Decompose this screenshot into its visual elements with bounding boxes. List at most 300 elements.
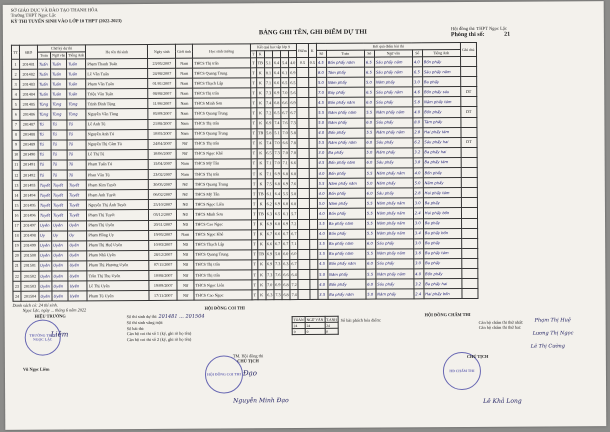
cell-m	[309, 179, 317, 189]
cell-toan_n: 4.0	[317, 229, 327, 239]
cell-s4: 7.4	[273, 118, 281, 128]
cell-s2: TB	[257, 209, 265, 219]
cell-nv_w: Năm phẩy năm	[375, 198, 413, 208]
cell-note	[462, 268, 478, 278]
cell-toan_w: Ba phẩy	[327, 148, 365, 158]
cell-ta_w: Hai phẩy bốn	[423, 208, 461, 218]
cell-m	[310, 279, 318, 289]
cell-tt: 19	[13, 241, 21, 251]
cell-s1: T	[251, 68, 257, 78]
cell-s1: T	[251, 98, 257, 108]
cell-m	[309, 128, 317, 138]
cell-s3: 7.2	[265, 108, 273, 118]
cell-nv_n: 6.0	[366, 279, 376, 289]
cell-s2: K	[256, 88, 264, 98]
cell-nv_n: 6.0	[365, 188, 375, 198]
cell-sbd: 201491	[20, 160, 38, 170]
cell-sa: Uyên	[39, 281, 52, 291]
cell-t: 6.7	[289, 108, 297, 118]
cell-sb: Tú	[51, 160, 67, 170]
cell-gender: Nữ	[177, 260, 194, 270]
cell-toan_w: Bốn phẩy năm	[327, 158, 365, 168]
principal-name: Vũ Ngọc Liêm	[22, 366, 50, 372]
cell-m	[310, 269, 318, 279]
cell-nv_w: Sáu phẩy	[375, 188, 413, 198]
cell-s5: 6.0	[281, 199, 289, 209]
cell-s1: T	[251, 159, 257, 169]
cell-s5: 6.8	[282, 290, 290, 300]
cell-name: Phạm Thanh Tuấn	[86, 58, 148, 68]
cell-toan_n: 3.5	[317, 219, 327, 229]
col-sbd: SBD	[19, 45, 37, 59]
cell-sc: Uyên	[68, 271, 87, 281]
cell-toan_n: 4.5	[316, 57, 326, 67]
cell-t: 5.8	[289, 128, 297, 138]
cell-s5: 6.1	[281, 68, 289, 78]
cell-note	[462, 248, 478, 258]
cell-toan_w: Bốn phẩy	[327, 128, 365, 138]
header-right	[451, 26, 510, 38]
cell-nv_n: 5.5	[365, 128, 375, 138]
cell-sb: Tú	[51, 130, 67, 140]
cell-m	[309, 158, 317, 168]
cell-sb: Tuấn	[51, 79, 67, 89]
cell-ta_n: 4.0	[412, 57, 422, 67]
cell-sc: Tú	[67, 140, 86, 150]
cell-sc: Uyên	[68, 241, 87, 251]
col-toan-num: Số	[316, 50, 326, 57]
cell-nv_n: 5.0	[365, 178, 375, 188]
table-row	[13, 289, 478, 302]
proctor1-label: Cán bộ coi thi số 1 (ký, ghi rõ họ tên)	[126, 330, 192, 337]
cell-sb: Tú	[51, 170, 67, 180]
cell-tt: 14	[12, 190, 20, 200]
cell-sa: Tuấn	[38, 59, 51, 69]
cell-s5: 7.0	[281, 88, 289, 98]
cell-ta_w: Ba phẩy hai	[423, 147, 461, 157]
cell-dob: 07/11/2007	[149, 260, 177, 270]
cell-nv_n: 5.5	[366, 249, 376, 259]
cell-s3: 6.6	[265, 239, 273, 249]
cell-s3: 6.5	[265, 149, 273, 159]
cell-nv_w: Năm phẩy	[374, 77, 412, 87]
cell-d	[298, 269, 309, 279]
cell-d	[297, 169, 308, 179]
cell-m	[309, 118, 317, 128]
cell-sa: Uyên	[39, 261, 52, 271]
cell-s4: 5.1	[273, 128, 281, 138]
cell-gender: Nam	[176, 109, 193, 119]
cell-toan_w: Tám phẩy	[326, 67, 364, 77]
cell-s5: 6.7	[282, 229, 290, 239]
cell-sa: Tuyết	[38, 180, 51, 190]
cell-s1: T	[252, 280, 258, 290]
cell-sb: Tú	[51, 150, 67, 160]
cell-school: THCS Thị trấn	[193, 169, 251, 179]
cell-dob: 21/08/2007	[148, 119, 176, 129]
cell-m	[309, 138, 317, 148]
cell-s1: T	[252, 260, 258, 270]
cell-sc: Tùng	[67, 99, 86, 109]
col-dob: Ngày sinh	[148, 44, 176, 58]
cell-ta_w: Bốn phẩy	[423, 107, 461, 117]
cell-school: THCS Thạch Lập	[194, 240, 252, 250]
cell-sbd: 201482	[20, 69, 38, 79]
cell-toan_n: 5.0	[317, 118, 327, 128]
cell-name: Nguyễn Thị Cẩm Tú	[86, 139, 148, 149]
cell-sb: Uyên	[52, 271, 68, 281]
header-left	[11, 7, 122, 24]
cell-s2: K	[257, 149, 265, 159]
cell-sbd: 201489	[20, 140, 38, 150]
cell-nv_n: 5.0	[364, 77, 374, 87]
cell-name: Phạm Kim Tuyết	[87, 180, 149, 190]
cell-school: THCS Thị trấn	[194, 260, 252, 270]
cell-nv_w: Sáu phẩy	[375, 239, 413, 249]
cell-m	[309, 148, 317, 158]
cell-toan_w: Ba phẩy năm	[327, 219, 365, 229]
cell-name: Phạm Tuấn Tú	[86, 159, 148, 169]
cell-s5: 7.0	[281, 128, 289, 138]
cell-gender: Nữ	[176, 149, 193, 159]
chair-sub: CHỦ TỊCH	[237, 358, 259, 364]
cell-name: Phạm Thị Uyên	[87, 220, 149, 230]
board-stamp: HỘI ĐỒNG COI THI	[205, 355, 243, 393]
cell-t: 7.1	[290, 239, 298, 249]
cell-toan_w: Bốn phẩy năm	[327, 98, 365, 108]
cell-name: Phạm Hồng Uy	[87, 230, 149, 240]
cell-dob: 10/06/2007	[148, 149, 176, 159]
cell-s5: 6.3	[282, 259, 290, 269]
cell-t: 7.2	[290, 219, 298, 229]
col-k: K	[308, 43, 316, 57]
cell-s2: K	[257, 179, 265, 189]
cell-d	[298, 239, 309, 249]
cell-dob: 10/03/2007	[149, 240, 177, 250]
cell-nv_w: Năm phẩy năm	[375, 228, 413, 238]
cell-s1: T	[252, 250, 258, 260]
cell-nv_w: Năm phẩy	[375, 148, 413, 158]
cell-name: Lê Anh Tú	[86, 119, 148, 129]
score-table	[11, 42, 478, 302]
col-school: Học sinh trường	[192, 44, 250, 58]
cell-s3: 6.9	[265, 219, 273, 229]
cell-tt: 17	[13, 221, 21, 231]
cell-tt: 13	[12, 180, 20, 190]
cell-t: 5.7	[290, 209, 298, 219]
cell-s4: 6.4	[273, 189, 281, 199]
cell-s5: 6.6	[282, 270, 290, 280]
cell-gender: Nữ	[177, 189, 194, 199]
cell-sc: Tú	[67, 129, 86, 139]
cell-tt: 11	[12, 160, 20, 170]
cell-m	[309, 259, 317, 269]
cell-nv_n: 6.5	[364, 67, 374, 77]
cell-nv_n: 5.5	[365, 108, 375, 118]
col-eval-k: K	[256, 51, 264, 58]
cell-sb: Uy	[52, 231, 68, 241]
cell-toan_n: 4.0	[317, 128, 327, 138]
cell-s2: TB	[256, 128, 264, 138]
cell-name: Nguyễn Văn Tùng	[86, 109, 148, 119]
cell-nv_w: Sáu phẩy	[376, 279, 414, 289]
cell-toan_n: 8.0	[316, 67, 326, 77]
cell-tt: 7	[12, 120, 20, 130]
cell-sa: Tuyết	[38, 200, 51, 210]
cell-gender: Nam	[176, 78, 193, 88]
exam-name: KỲ THI TUYỂN SINH VÀO LỚP 10 THPT (2022-2023)	[10, 17, 122, 24]
cell-dob: 23/05/2007	[148, 58, 176, 68]
grader-signature-2: Lương Thị Ngọc	[532, 330, 574, 337]
cell-sc: Tùng	[67, 109, 86, 119]
cell-t: 5.6	[289, 88, 297, 98]
cell-ta_w: Năm phẩy	[423, 178, 461, 188]
cell-s2: K	[257, 270, 265, 280]
count-text: Danh sách có: 24 thí sinh.	[12, 302, 58, 308]
cell-s3: 7.4	[265, 138, 273, 148]
cell-note	[461, 198, 477, 208]
cell-gender: Nam	[176, 68, 193, 78]
cell-s2: K	[257, 199, 265, 209]
cell-s4: 6.5	[273, 108, 281, 118]
cell-sa: Tú	[38, 130, 51, 140]
cell-sc: Tuyết	[68, 210, 87, 220]
cell-tt: 22	[13, 271, 21, 281]
cell-sbd: 201483	[20, 79, 38, 89]
cell-sc: Tú	[67, 119, 86, 129]
cell-toan_n: 5.0	[318, 269, 328, 279]
cell-sa: Uyên	[39, 251, 52, 261]
cell-toan_w: Bốn phẩy năm	[326, 57, 364, 67]
cell-t: 6.0	[290, 249, 298, 259]
cell-nv_n: 5.5	[365, 208, 375, 218]
cell-nv_w: Năm phẩy năm	[376, 269, 414, 279]
cell-s4: 7.3	[274, 260, 282, 270]
cell-toan_w: Bốn phẩy	[327, 229, 365, 239]
cell-ta_w: Ba phẩy	[423, 198, 461, 208]
cell-s1: T	[252, 270, 258, 280]
exam-sheet	[3, 1, 607, 430]
cell-sb: Uyên	[52, 291, 68, 301]
col-name: Họ tên thí sinh	[86, 44, 148, 58]
cell-ta_n: 5.8	[413, 97, 423, 107]
cell-nv_n: 5.5	[365, 198, 375, 208]
cell-school: THCS Quang Trung	[193, 128, 251, 138]
cell-s5: 6.9	[282, 219, 290, 229]
cell-s2: K	[257, 138, 265, 148]
cell-name: Lê Thị Uyên	[87, 281, 149, 291]
cell-tt: 12	[12, 170, 20, 180]
col-sign-nv: Ngữ văn	[52, 53, 66, 58]
cell-school: THCS Thị trấn	[193, 88, 251, 98]
col-gender: Giới tính	[176, 44, 193, 58]
cell-gender: Nữ	[177, 199, 194, 209]
cell-d	[298, 219, 309, 229]
cell-sa: Tuyết	[38, 210, 51, 220]
school-name: Trường THPT Ngọc Lặc	[10, 12, 57, 19]
cell-ta_n: 3.2	[413, 148, 423, 158]
cell-note	[461, 238, 477, 248]
chair-signature: Đạo	[242, 369, 258, 378]
cell-school: THCS Ngọc Liên	[193, 199, 251, 209]
cell-s3: 6.9	[266, 260, 274, 270]
col-sign-ta: Tiếng Anh	[68, 53, 85, 58]
cell-note	[461, 188, 477, 198]
cell-t: 4.0	[289, 58, 297, 68]
cell-ta_n: 3.8	[413, 158, 423, 168]
cell-toan_w: Năm phẩy	[328, 269, 366, 279]
cell-sbd: 201494	[20, 190, 38, 200]
cell-s4: 6.6	[273, 229, 281, 239]
cell-sc: Tuyết	[68, 180, 87, 190]
cell-nv_w: Năm phẩy năm	[375, 127, 413, 137]
cell-school: THCS Quang Trung	[193, 179, 251, 189]
cell-nv_w: Sáu phẩy năm	[374, 57, 412, 67]
cell-gender: Nam	[177, 230, 194, 240]
footer-left	[13, 302, 87, 319]
cell-dob: 17/11/2007	[149, 290, 177, 300]
cell-toan_n: 5.0	[316, 78, 326, 88]
cell-note	[461, 178, 477, 188]
cell-sc: Tú	[67, 160, 86, 170]
cell-s2: K	[256, 98, 264, 108]
proctor2-label: Cán bộ coi thi số 2 (ký, ghi rõ họ tên)	[126, 336, 192, 342]
cell-sc: Uyên	[68, 281, 87, 291]
cell-s3: 7.0	[266, 280, 274, 290]
cell-d: 0.5	[297, 57, 308, 67]
cell-sbd: 201485	[20, 100, 38, 110]
exam-site: Hội đồng thi: THPT Ngọc Lặc	[450, 25, 507, 32]
cell-toan_w: Ba phẩy năm	[328, 289, 366, 299]
exam-board-info	[127, 314, 205, 343]
cell-t: 5.8	[289, 189, 297, 199]
cell-t: 7.4	[290, 290, 298, 300]
cell-nv_n: 5.0	[365, 148, 375, 158]
cell-m	[309, 108, 317, 118]
cell-school: THCS Ngọc Khê	[194, 229, 252, 239]
cell-ta_n: 2.4	[414, 289, 424, 299]
cell-toan_n: 5.0	[317, 199, 327, 209]
cell-school: THCS Quang Trung	[193, 108, 251, 118]
cell-d	[298, 259, 309, 269]
col-score-group: Kết quả điểm bài thi	[316, 43, 460, 51]
cell-s5: 5.4	[281, 58, 289, 68]
principal-title: HIỆU TRƯỞNG	[34, 313, 66, 319]
cell-ta_n: 3.2	[414, 279, 424, 289]
cell-s5: 6.5	[281, 78, 289, 88]
cell-ta_w: Năm phẩy tám	[423, 97, 461, 107]
cell-s2: K	[257, 219, 265, 229]
cell-s4: 7.0	[273, 138, 281, 148]
cell-sbd: 201502	[21, 271, 39, 281]
cell-s2: K	[257, 169, 265, 179]
cell-t: 6.8	[290, 199, 298, 209]
cell-d	[297, 148, 308, 158]
cell-school: THCS Thị trấn	[193, 118, 251, 128]
cell-s2: K	[257, 280, 265, 290]
cell-sc: Tuấn	[67, 89, 86, 99]
cell-sbd: 201487	[20, 120, 38, 130]
cell-s3: 7.3	[266, 270, 274, 280]
col-eval-6	[289, 51, 297, 58]
cell-s2: K	[256, 108, 264, 118]
cell-nv_w: Năm phẩy năm	[376, 249, 414, 259]
cell-gender: Nam	[176, 58, 193, 68]
cell-ta_n: 3.0	[412, 77, 422, 87]
cell-nv_n: 6.0	[365, 97, 375, 107]
col-tt: TT	[11, 45, 19, 59]
cell-nv_n: 5.5	[366, 269, 376, 279]
cell-ta_n: 4.0	[414, 269, 424, 279]
cell-s1: T	[251, 128, 257, 138]
cell-sbd: 201484	[20, 89, 38, 99]
cell-sb: Tuyết	[52, 200, 68, 210]
cell-s5: 7.1	[281, 159, 289, 169]
cell-t: 7.8	[289, 138, 297, 148]
cell-ta_n: 2.8	[413, 127, 423, 137]
cell-t: 6.4	[290, 270, 298, 280]
cell-name: Nguyễn Anh Tú	[86, 129, 148, 139]
cell-ta_n: 6.5	[412, 67, 422, 77]
cell-ta_n: 4.0	[413, 168, 423, 178]
cell-sc: Uyên	[68, 220, 87, 230]
cell-sb: Tú	[51, 120, 67, 130]
cell-toan_n: 4.0	[317, 189, 327, 199]
cell-ta_w: Ba phẩy	[422, 77, 460, 87]
cell-dob: 10/08/2007	[149, 270, 177, 280]
cell-tt: 9	[12, 140, 20, 150]
cell-sa: Uyên	[39, 291, 52, 301]
cell-nv_n: 5.0	[366, 289, 376, 299]
cell-note	[460, 77, 476, 87]
cell-toan_n: 4.5	[318, 259, 328, 269]
cell-s1: T	[251, 169, 257, 179]
cell-s3: 7.5	[265, 179, 273, 189]
cell-sa: Tùng	[38, 110, 51, 120]
cell-s3: 6.9	[265, 118, 273, 128]
cell-name: Phạm Nhã Uyên	[87, 250, 149, 260]
cell-s4: 7.6	[274, 270, 282, 280]
grader-signature-3: Lê Thị Cường	[530, 343, 565, 350]
cell-s5: 6.6	[281, 98, 289, 108]
cell-t: 7.2	[290, 280, 298, 290]
cell-sa: Tùng	[38, 99, 51, 109]
cell-d	[297, 68, 308, 78]
cell-note	[461, 157, 477, 167]
cell-m	[309, 209, 317, 219]
absent-note-label: Số bài phách bỏa điểm:	[340, 317, 381, 323]
cell-d	[298, 249, 309, 259]
cell-s4: 7.0	[273, 159, 281, 169]
cell-d	[297, 138, 308, 148]
cell-note: DT	[461, 137, 477, 147]
cell-s4: 6.9	[273, 88, 281, 98]
cell-dob: 05/09/2007	[148, 109, 176, 119]
cell-note	[461, 97, 477, 107]
cell-m	[310, 290, 318, 300]
cell-note	[460, 56, 476, 66]
cell-gender: Nam	[176, 159, 193, 169]
cell-sbd: 201492	[20, 170, 38, 180]
cell-s1: T	[251, 139, 257, 149]
cell-ta_w: Bốn phẩy	[422, 57, 460, 67]
cell-s4: 6.6	[273, 78, 281, 88]
cell-toan_n: 5.5	[317, 108, 327, 118]
cell-tt: 5	[12, 100, 20, 110]
cell-t: 6.9	[289, 68, 297, 78]
cell-sb: Uyên	[52, 261, 68, 271]
cell-gender: Nam	[176, 129, 193, 139]
